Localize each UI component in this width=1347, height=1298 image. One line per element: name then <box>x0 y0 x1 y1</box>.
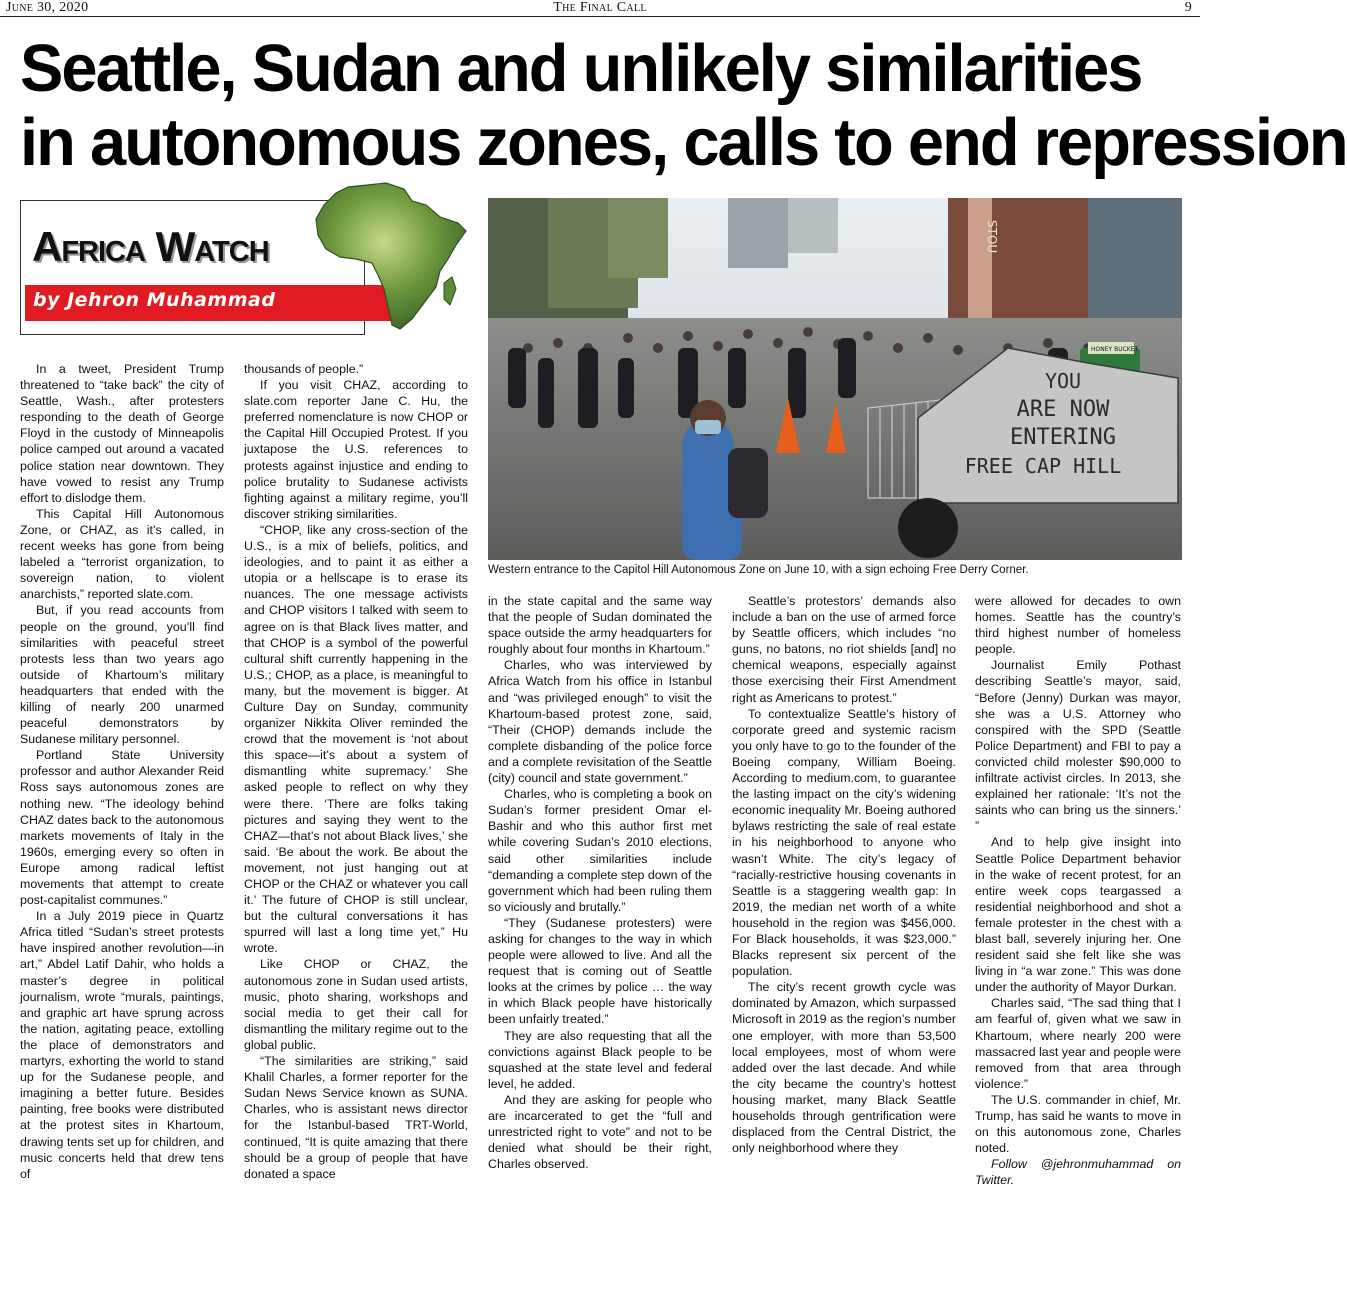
article-column-1 <box>20 361 224 1182</box>
paragraph: “They (Sudanese protesters) were asking for changes to the way in which people were allowed to live. And all the request that is coming out of Seattle looks at the crimes by police … the way in which Black people have historically been unfairly treated.” <box>488 915 712 1027</box>
paragraph: Charles said, “The sad thing that I am fearful of, given what we saw in Khartoum, where nearly 200 were massacred last year and people were removed from that area through violence.” <box>975 996 1181 1091</box>
paragraph: Seattle’s protestors’ demands also include a ban on the use of armed force by Seattle officers, which includes “no guns, no batons, no riot shields [and] no chemical weapons, especially against those exercising their First Amendment right as Americans to protest.” <box>732 594 956 705</box>
paragraph: “CHOP, like any cross-section of the U.S., is a mix of beliefs, politics, and ideologies, and to paint it as either a utopia or a hellscape is to erase its nuances. The one message activists and CHOP visitors I talked with seem to agree on is that Black lives matter, and that CHOP is a symbol of the powerful cultural shift currently happening in the U.S.; CHOP, as a place, is meaningful to many, but the movement is bigger. At Culture Day on Sunday, community organizer Nikkita Oliver reminded the crowd that the movement is ‘not about this space—it’s about a system of dismantling white supremacy.’ She asked people to reflect on why they were there. ‘There are folks taking pictures and saying they went to the CHAZ—that’s not about Black lives,’ she said. ‘Be about the work. Be about the movement, not just hanging out at CHOP or the CHAZ or whatever you call it.’ The future of CHOP is still unclear, but the cultural conversations it has spurred will last a long time yet,” Hu wrote. <box>244 522 468 956</box>
paragraph: In a July 2019 piece in Quartz Africa titled “Sudan’s street protests have inspired another revolution—in art,” Abdel Latif Dahir, who holds a master’s degree in political journalism, wrote “murals, paintings, and graphic art have sprung across the nation, agitating peace, extolling the place of demonstrators and martyrs, exhorting the world to stand up for the Sudanese people, and imagining a better future. Besides painting, free books were distributed at the protest sites in Khartoum, drawing tents set up for children, and music concerts held that drew tens of <box>20 909 224 1181</box>
issue-date: June 30, 2020 <box>6 0 89 15</box>
africa-map-icon <box>308 179 478 339</box>
article-column-5 <box>975 593 1181 1188</box>
column-logo-title: Africa Watch <box>32 223 269 270</box>
author-social-link: Follow @jehronmuhammad on Twitter. <box>975 1157 1181 1188</box>
paragraph: were allowed for decades to own homes. Seattle has the country’s third highest number of homeless people. <box>975 594 1181 657</box>
photo-illustration <box>488 198 1182 560</box>
paragraph: thousands of people.” <box>244 362 364 376</box>
paragraph: Charles, who was interviewed by Africa Watch from his office in Istanbul and “was privileged enough” to visit the Khartoum-based protest zone, said, “Their (CHOP) demands include the complete disbanding of the police force and a complete revisitation of the Seattle (city) council and state government.” <box>488 658 712 786</box>
article-column-2 <box>244 361 468 1182</box>
headline <box>20 31 1347 180</box>
protest-photo <box>488 198 1182 560</box>
paragraph: in the state capital and the same way that the people of Sudan dominated the space outside the army headquarters for roughly about four months in Khartoum.” <box>488 594 712 657</box>
publication-name: The Final Call <box>553 0 647 15</box>
paragraph: Portland State University professor and author Alexander Reid Ross says autonomous zones are nothing new. “The ideology behind CHAZ dates back to the autonomous markets movements of Italy in the 1960s, emerging every so often in Europe among radical leftist movements that attempt to create post-capitalist communes.” <box>20 748 224 908</box>
headline-line-2: in autonomous zones, calls to end repression <box>20 105 1347 180</box>
paragraph: If you visit CHAZ, according to slate.com reporter Jane C. Hu, the preferred nomenclature is now CHOP or the Capital Hill Occupied Protest. If you juxtapose the U.S. references to protests against injustice and ending to police brutality to Sudanese activists fighting against a military regime, you’ll discover striking similarities. <box>244 378 468 521</box>
column-logo <box>20 197 475 337</box>
vertical-sign-text: STOU <box>985 220 999 254</box>
page-number: 9 <box>1184 0 1192 15</box>
article-column-3 <box>488 593 712 1172</box>
sign-line-4: FREE CAP HILL <box>964 454 1122 478</box>
paragraph: And to help give insight into Seattle Police Department behavior in the wake of recent protest, for an entire week cops teargassed a residential neighborhood and shot a female protester in the chest with a blast ball, severely injuring her. One resident said she felt like she was living in “a war zone.” This was done under the authority of Mayor Durkan. <box>975 835 1181 995</box>
paragraph: But, if you read accounts from people on the ground, you’ll find similarities with peaceful street protests less than two years ago outside of Khartoum’s military headquarters that ended with the killing of nearly 200 unarmed peaceful demonstrators by Sudanese military personnel. <box>20 603 224 747</box>
paragraph: And they are asking for people who are incarcerated to get the “full and unrestricted right to vote” and not to be denied what should be their right, Charles observed. <box>488 1092 712 1172</box>
paragraph: Journalist Emily Pothast describing Seattle’s mayor, said, “Before (Jenny) Durkan was mayor, she was a U.S. Attorney who conspired with the SPD (Seattle Police Department) and FBI to pay a convicted child molester $90,000 to infiltrate activist circles. In 2013, she explained her rationale: ‘It’s not the saints who can bring us the sinners.’ ” <box>975 658 1181 834</box>
byline: by Jehron Muhammad <box>33 289 276 311</box>
sign-line-2: ARE NOW <box>1016 397 1110 422</box>
paragraph: In a tweet, President Trump threatened to “take back” the city of Seattle, Wash., after protesters responding to the death of George Floyd in the custody of Minneapolis police camped out around a vacated police station near downtown. They have vowed to resist any Trump effort to dislodge them. <box>20 362 224 505</box>
paragraph: “The similarities are striking,” said Khalil Charles, a former reporter for the Sudan News Service known as SUNA. Charles, who is assistant news director for the Istanbul-based TRT-World, continued, “It is quite amazing that there should be a group of people that have donated a space <box>244 1054 468 1181</box>
paragraph: To contextualize Seattle’s history of corporate greed and systemic racism you only have to go to the founder of the Boeing company, William Boeing. According to medium.com, to guarantee the lasting impact on the city’s widening economic inequality Mr. Boeing authored bylaws restricting the sale of real estate in his neighborhood to anyone who wasn’t White. The city’s legacy of “racially-restrictive housing covenants in Seattle is a staggering wealth gap: In 2019, the median net worth of a white household in the region was $456,000. For Black households, it was $23,000.” Blacks represent six percent of the population. <box>732 706 956 979</box>
folio-bar <box>0 0 1200 17</box>
photo-caption: Western entrance to the Capitol Hill Autonomous Zone on June 10, with a sign echoing Free Derry Corner. <box>488 564 1029 576</box>
paragraph: This Capital Hill Autonomous Zone, or CHAZ, as it’s called, in recent weeks has gone from being labeled a “terrorist organization, to sovereign nation, to violent anarchists,” reported slate.com. <box>20 506 224 602</box>
headline-line-1: Seattle, Sudan and unlikely similarities <box>20 31 1142 106</box>
sign-line-3: ENTERING <box>1010 425 1116 450</box>
sign-line-1: YOU <box>1044 369 1082 393</box>
paragraph: Like CHOP or CHAZ, the autonomous zone in Sudan used artists, music, photo sharing, workshops and social media to get their call for dismantling the military regime out to the global public. <box>244 957 468 1052</box>
article-column-4 <box>732 593 956 1156</box>
toilet-sign-text: HONEY BUCKET <box>1091 346 1139 353</box>
paragraph: The city’s recent growth cycle was dominated by Amazon, which surpassed Microsoft in 2019 as the region’s number one employer, with more than 53,500 local employees, most of whom were added over the last decade. And while the city became the country’s hottest housing market, many Black Seattle households through gentrification were displaced from the Central District, the only neighborhood where they <box>732 980 956 1156</box>
paragraph: Charles, who is completing a book on Sudan’s former president Omar el-Bashir and who this author first met while covering Sudan’s 2010 elections, said other similarities include “demanding a complete step down of the government which had been ruling them so viciously and brutally.” <box>488 787 712 914</box>
paragraph: They are also requesting that all the convictions against Black people to be squashed at the state level and federal level, he added. <box>488 1028 712 1091</box>
paragraph: The U.S. commander in chief, Mr. Trump, has said he wants to move in on this autonomous zone, Charles noted. <box>975 1092 1181 1156</box>
